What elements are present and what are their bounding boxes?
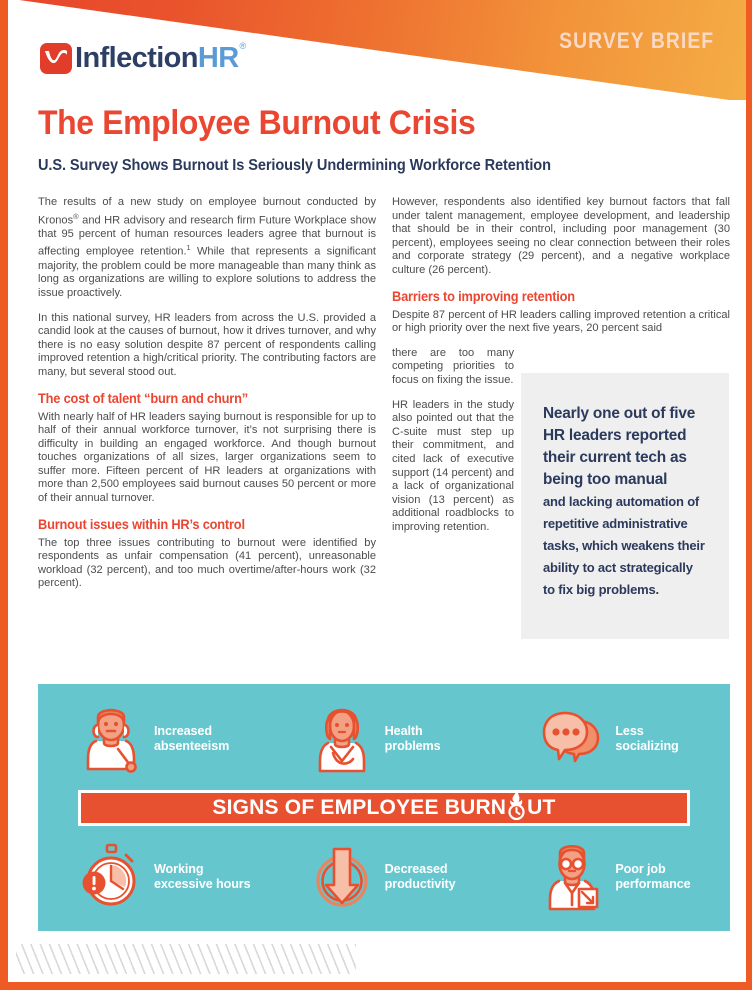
speech-bubbles-icon [541, 703, 603, 775]
signs-of-burnout-banner [78, 790, 690, 826]
logo-inflection-text: Inflection [75, 41, 198, 74]
label-line-1: Health [384, 724, 423, 738]
paragraph: there are too many competing priorities to focus on fixing the issue. [392, 346, 514, 386]
label-line-2: problems [384, 739, 441, 753]
flame-clock-icon [506, 796, 527, 821]
label-line-2: absenteeism [154, 739, 230, 753]
banner-text-after: UT [527, 796, 556, 819]
down-arrow-circle-icon [311, 841, 373, 913]
footer-diagonal-stripes [16, 944, 356, 974]
section-heading-cost-of-talent: The cost of talent “burn and churn” [38, 390, 248, 406]
paragraph: Despite 87 percent of HR leaders calling improved retention a critical or high priority over the next five years, 20 percent said [392, 308, 730, 335]
infographic-label [615, 862, 690, 892]
office-worker-chart-down-icon [541, 841, 603, 913]
paragraph: However, respondents also identified key burnout factors that fall under talent management, employee development, and leadership that should be in their control, including poor management (30 percent), employees seeing no clear connection between their roles and corporate strategy (29 percent), and a negative workplace culture (26 percent). [392, 196, 730, 276]
logo-wordmark [75, 40, 246, 74]
paragraph: With nearly half of HR leaders saying burnout is responsible for up to half of their annual workforce turnover, it’s not surprising there is difficulty in building an engaged workforce. And though burnout touches organizations of all sizes, larger organizations seem to suffer more. Fifteen percent of HR leaders at organizations with more than 2,500 employees said burnout causes 50 percent or more of their annual turnover. [38, 410, 376, 505]
label-line-2: socializing [615, 739, 679, 753]
paragraph [38, 196, 376, 301]
infographic-label [615, 724, 678, 754]
label-line-1: Decreased [384, 862, 448, 876]
label-line-1: Working [154, 862, 204, 876]
stopwatch-alert-icon [80, 841, 142, 913]
label-line-2: excessive hours [154, 877, 251, 891]
paragraph: HR leaders in the study also pointed out that the C-suite must step up their commitment, and cited lack of executive support (14 percent) and a lack of organizational vision (13 percent) as additional roadblocks to improving retention. [392, 398, 514, 533]
paragraph: The top three issues contributing to burnout were identified by respondents as unfair compensation (41 percent), unreasonable workload (32 percent), and too much overtime/after-hours work (32 percent). [38, 536, 376, 590]
infographic-item-poor-job-performance [499, 836, 730, 918]
logo-registered-mark: ® [239, 40, 246, 51]
infographic-item-decreased-productivity [269, 836, 500, 918]
sick-person-thermometer-icon [80, 703, 142, 775]
pull-quote-rest: and lacking automation of repetitive administrative tasks, which weakens their ability to act strategically to fix big problems. [543, 494, 705, 597]
label-line-1: Less [615, 724, 644, 738]
page-title: The Employee Burnout Crisis [38, 104, 476, 142]
infographic-label [154, 724, 229, 754]
paragraph-text: and HR advisory and research firm Future Workplace show that 95 percent of human resources leaders agree that burnout is affecting employee retention. [38, 214, 376, 259]
banner-text [212, 796, 555, 821]
pull-quote-emphasis: Nearly one out of five HR leaders reported their current tech as being too manual [543, 405, 696, 488]
left-column [38, 196, 376, 591]
registered-mark: ® [73, 211, 79, 221]
infographic-label [385, 862, 456, 892]
infographic-label [154, 862, 251, 892]
infographic-row-bottom [38, 836, 730, 918]
infographic-item-less-socializing [499, 698, 730, 780]
person-arm-sling-icon [311, 703, 373, 775]
signs-of-burnout-infographic [38, 684, 730, 931]
infographic-row-top [38, 698, 730, 780]
section-heading-burnout-issues: Burnout issues within HR’s control [38, 516, 245, 532]
label-line-2: productivity [384, 877, 456, 891]
pull-quote-box [521, 373, 729, 639]
footnote-marker: 1 [186, 243, 191, 253]
paragraph-text: The results of a new study on employee burnout conducted by Kronos [38, 196, 376, 227]
logo-hr-text: HR [197, 41, 239, 74]
label-line-2: performance [615, 877, 691, 891]
label-line-1: Poor job [615, 862, 666, 876]
section-heading-barriers: Barriers to improving retention [392, 288, 575, 304]
banner-text-before: SIGNS OF EMPLOYEE BURN [212, 796, 507, 819]
infographic-item-working-excessive-hours [38, 836, 269, 918]
paragraph: In this national survey, HR leaders from across the U.S. provided a candid look at the causes of burnout, how it drives turnover, and why there is no easy solution despite 87 percent of respondents calling improved retention a high/critical priority. The contributing factors are many, but several stood out. [38, 311, 376, 378]
inflection-swoosh-icon [40, 43, 72, 74]
infographic-label [385, 724, 441, 754]
infographic-item-increased-absenteeism [38, 698, 269, 780]
page-subtitle: U.S. Survey Shows Burnout Is Seriously Undermining Workforce Retention [38, 157, 551, 174]
inflectionhr-logo[interactable] [40, 40, 246, 75]
infographic-item-health-problems [269, 698, 500, 780]
label-line-1: Increased [154, 724, 212, 738]
paragraph-text: While that represents a significant majority, the problem could be more manageable than many think as long as organizations are willing to explore solutions to address the issue proactively. [38, 246, 376, 299]
right-column-narrow-flow [392, 347, 514, 535]
survey-brief-kicker: SURVEY BRIEF [558, 28, 714, 53]
